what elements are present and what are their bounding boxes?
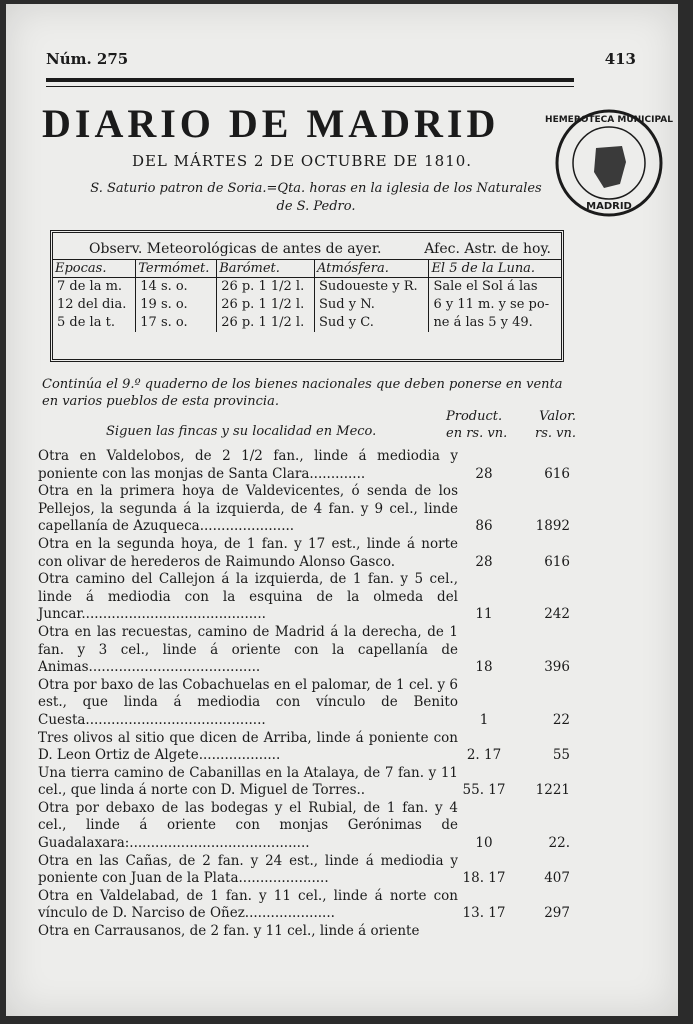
list-item	[38, 888, 574, 923]
meteo-row	[53, 296, 561, 314]
column-headers	[446, 408, 576, 442]
entry-value: 22.	[548, 835, 570, 852]
library-stamp-icon	[545, 108, 673, 218]
saint-line-1: S. Saturio patron de Soria.=Qta. horas en la iglesia de los Naturales	[90, 181, 542, 196]
list-item	[38, 624, 574, 677]
entry-product: 28	[475, 553, 493, 570]
list-item	[38, 571, 574, 624]
entry-value: 396	[544, 659, 570, 676]
list-item	[38, 677, 574, 730]
meteo-title: Observ. Meteorológicas de antes de ayer.	[89, 241, 382, 257]
svg-text:HEMEROTECA MUNICIPAL: HEMEROTECA MUNICIPAL	[545, 115, 673, 125]
entry-product: 18. 17	[462, 870, 506, 887]
meteo-header	[53, 233, 561, 259]
entry-text: Otra en las Cañas, de 2 fan. y 24 est., linde á mediodia y poniente con Juan de la Plata.....................	[38, 852, 458, 887]
meteo-cell: 6 y 11 m. y se po-	[429, 296, 561, 314]
entry-product: 55. 17	[462, 782, 506, 799]
saint-of-day	[66, 180, 566, 216]
entry-value: 407	[544, 870, 570, 887]
meteo-cell: 7 de la m.	[57, 279, 123, 294]
meteo-cell: 14 s. o.	[136, 278, 217, 297]
entry-text: Una tierra camino de Cabanillas en la Atalaya, de 7 fan. y 11 cel., que linda á norte con D. Miguel de Torres..	[38, 764, 458, 799]
entry-product: 1	[479, 711, 489, 728]
meteo-cell: 26 p. 1 1/2 l.	[217, 278, 315, 297]
saint-line-2: de S. Pedro.	[276, 199, 356, 214]
list-item	[38, 730, 574, 765]
meteo-cell: Sud y N.	[315, 296, 429, 314]
meteo-header-row	[53, 260, 561, 278]
meteo-col-epocas: Epocas.	[53, 260, 136, 278]
entry-value: 55	[552, 747, 570, 764]
meteo-cell: 19 s. o.	[136, 296, 217, 314]
list-item	[38, 483, 574, 536]
value-header: Valor.	[539, 409, 576, 424]
svg-text:MADRID: MADRID	[586, 201, 632, 212]
list-item	[38, 536, 574, 571]
entry-product: 13. 17	[462, 905, 506, 922]
newspaper-page	[6, 4, 678, 1016]
meteo-grid	[53, 259, 561, 332]
meteo-cell: Sale el Sol á las	[429, 278, 561, 297]
entry-product: 2. 17	[466, 747, 502, 764]
entry-text: Tres olivos al sitio que dicen de Arriba, linde á poniente con D. Leon Ortiz de Algete...................	[38, 729, 458, 764]
entry-product: 28	[475, 465, 493, 482]
issue-number: Núm. 275	[46, 50, 129, 68]
meteo-cell: 12 del dia.	[57, 297, 127, 312]
section-intro: Continúa el 9.º quaderno de los bienes nacionales que deben ponerse en venta en varios pueblos de esta provincia.	[42, 377, 563, 409]
list-item	[38, 765, 574, 800]
entry-value: 616	[544, 553, 570, 570]
value-subheader: rs. vn.	[535, 426, 576, 441]
entry-value: 1221	[535, 782, 570, 799]
list-subtitle: Siguen las fincas y su localidad en Meco.	[106, 424, 377, 439]
entry-value: 22	[552, 711, 570, 728]
entry-value: 1892	[535, 518, 570, 535]
top-rule-thin	[46, 86, 574, 87]
meteo-cell: Sudoueste y R.	[315, 278, 429, 297]
entry-text: Otra en la segunda hoya, de 1 fan. y 17 est., linde á norte con olivar de herederos de Raimundo Alonso Gasco.	[38, 535, 458, 570]
masthead-title: DIARIO DE MADRID	[42, 101, 500, 146]
meteo-cell: Sud y C.	[315, 314, 429, 332]
meteo-cell: 26 p. 1 1/2 l.	[217, 314, 315, 332]
entry-text: Otra por baxo de las Cobachuelas en el palomar, de 1 cel. y 6 est., que linda á mediodia con vínculo de Benito Cuesta..........................................	[38, 676, 458, 728]
page-number: 413	[604, 50, 636, 68]
entry-product: 11	[475, 606, 493, 623]
meteo-row	[53, 278, 561, 297]
entry-text: Otra en Valdelobos, de 2 1/2 fan., linde á mediodia y poniente con las monjas de Santa Clara.............	[38, 448, 458, 482]
entry-product: 86	[475, 518, 493, 535]
list-item	[38, 800, 574, 853]
meteo-row	[53, 314, 561, 332]
issue-date: DEL MÁRTES 2 DE OCTUBRE DE 1810.	[131, 152, 473, 170]
astro-title: Afec. Astr. de hoy.	[424, 241, 551, 257]
product-header: Product.	[446, 409, 503, 424]
meteorological-table	[50, 230, 564, 362]
meteo-cell: ne á las 5 y 49.	[429, 314, 561, 332]
entry-product: 10	[475, 835, 493, 852]
product-subheader: en rs. vn.	[446, 426, 508, 441]
entry-value: 297	[544, 905, 570, 922]
entry-value: 242	[544, 606, 570, 623]
meteo-cell: 5 de la t.	[57, 315, 115, 330]
entry-product: 18	[475, 659, 493, 676]
meteo-cell: 17 s. o.	[136, 314, 217, 332]
entry-value: 616	[544, 465, 570, 482]
meteo-col-luna: El 5 de la Luna.	[429, 260, 561, 278]
entry-text: Otra camino del Callejon á la izquierda, de 1 fan. y 5 cel., linde á mediodia con la esquina de la olmeda del Juncar...........................................	[38, 571, 458, 623]
property-list	[38, 448, 574, 941]
list-item	[38, 923, 574, 941]
top-rule	[46, 78, 574, 82]
list-item	[38, 448, 574, 483]
meteo-col-barometro: Barómet.	[217, 260, 315, 278]
entry-text: Otra en Valdelabad, de 1 fan. y 11 cel., linde á norte con vínculo de D. Narciso de Oñez.....................	[38, 887, 458, 922]
meteo-cell: 26 p. 1 1/2 l.	[217, 296, 315, 314]
meteo-col-atmosfera: Atmósfera.	[315, 260, 429, 278]
entry-text: Otra por debaxo de las bodegas y el Rubial, de 1 fan. y 4 cel., linde á oriente con monjas Gerónimas de Guadalaxara:..........................................	[38, 799, 458, 852]
entry-text: Otra en las recuestas, camino de Madrid á la derecha, de 1 fan. y 3 cel., linde á oriente con la capellanía de Animas........................................	[38, 623, 458, 676]
list-item	[38, 853, 574, 888]
meteo-col-termometro: Termómet.	[136, 260, 217, 278]
entry-text: Otra en la primera hoya de Valdevicentes, ó senda de los Pellejos, la segunda á la izquierda, de 4 fan. y 9 cel., linde capellanía de Azuqueca......................	[38, 483, 458, 535]
entry-text: Otra en Carrausanos, de 2 fan. y 11 cel., linde á oriente	[38, 923, 420, 940]
